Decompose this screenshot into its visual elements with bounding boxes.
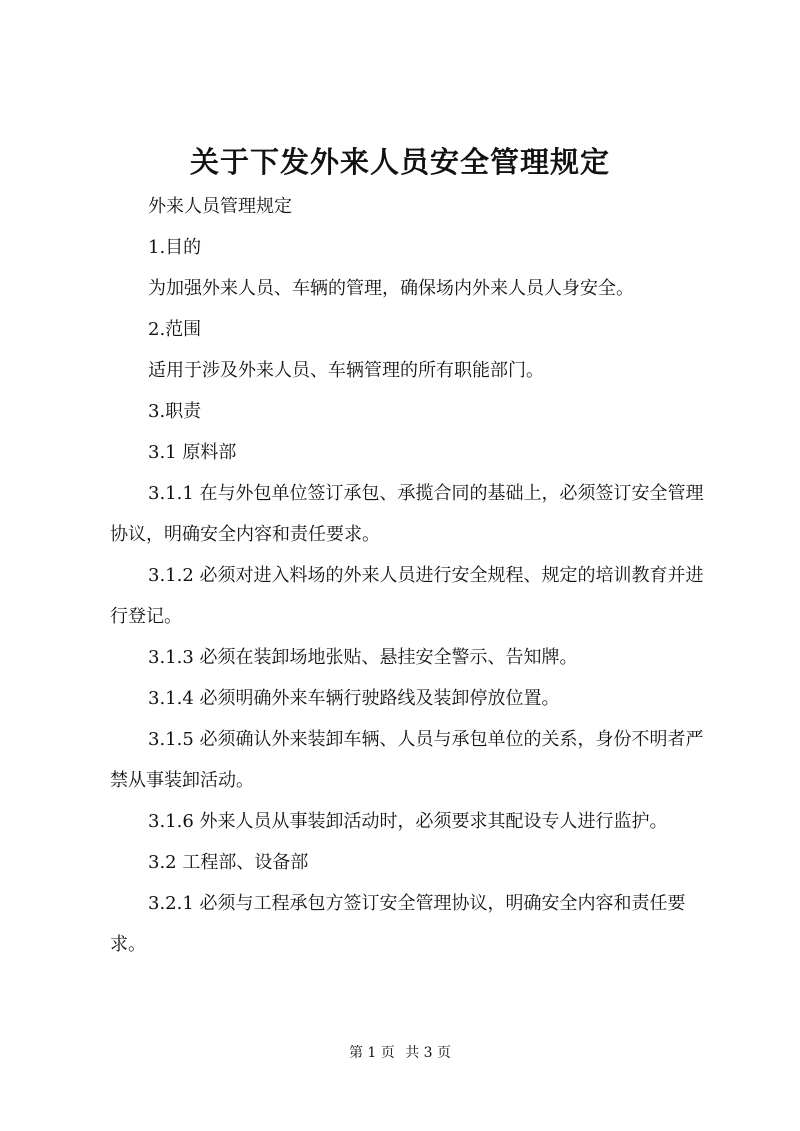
paragraph-section-3: 3.职责 bbox=[148, 401, 202, 422]
paragraph-3-1-5: 3.1.5 必须确认外来装卸车辆、人员与承包单位的关系，身份不明者严禁从事装卸活动。 bbox=[110, 729, 704, 791]
paragraph-3-1-3: 3.1.3 必须在装卸场地张贴、悬挂安全警示、告知牌。 bbox=[148, 647, 578, 668]
paragraph-scope: 适用于涉及外来人员、车辆管理的所有职能部门。 bbox=[148, 360, 544, 381]
paragraph-purpose: 为加强外来人员、车辆的管理，确保场内外来人员人身安全。 bbox=[148, 278, 634, 299]
paragraph-3-1-4: 3.1.4 必须明确外来车辆行驶路线及装卸停放位置。 bbox=[148, 688, 560, 709]
paragraph-subtitle: 外来人员管理规定 bbox=[148, 196, 292, 217]
paragraph-section-3-2: 3.2 工程部、设备部 bbox=[148, 852, 309, 873]
paragraph-section-3-1: 3.1 原料部 bbox=[148, 442, 237, 463]
paragraph-3-1-1: 3.1.1 在与外包单位签订承包、承揽合同的基础上，必须签订安全管理协议，明确安全内容和责任要求。 bbox=[110, 483, 704, 545]
paragraph-section-2: 2.范围 bbox=[148, 319, 202, 340]
page-number: 第 1 页 bbox=[348, 1045, 395, 1061]
paragraph-3-1-6: 3.1.6 外来人员从事装卸活动时，必须要求其配设专人进行监护。 bbox=[148, 811, 668, 832]
paragraph-section-1: 1.目的 bbox=[148, 237, 202, 258]
paragraph-3-1-2: 3.1.2 必须对进入料场的外来人员进行安全规程、规定的培训教育并进行登记。 bbox=[110, 565, 704, 627]
document-body bbox=[110, 186, 708, 965]
document-title: 关于下发外来人员安全管理规定 bbox=[189, 145, 610, 179]
page-total: 共 3 页 bbox=[405, 1045, 452, 1061]
page-footer bbox=[0, 1043, 800, 1063]
paragraph-3-2-1: 3.2.1 必须与工程承包方签订安全管理协议，明确安全内容和责任要求。 bbox=[110, 893, 686, 955]
